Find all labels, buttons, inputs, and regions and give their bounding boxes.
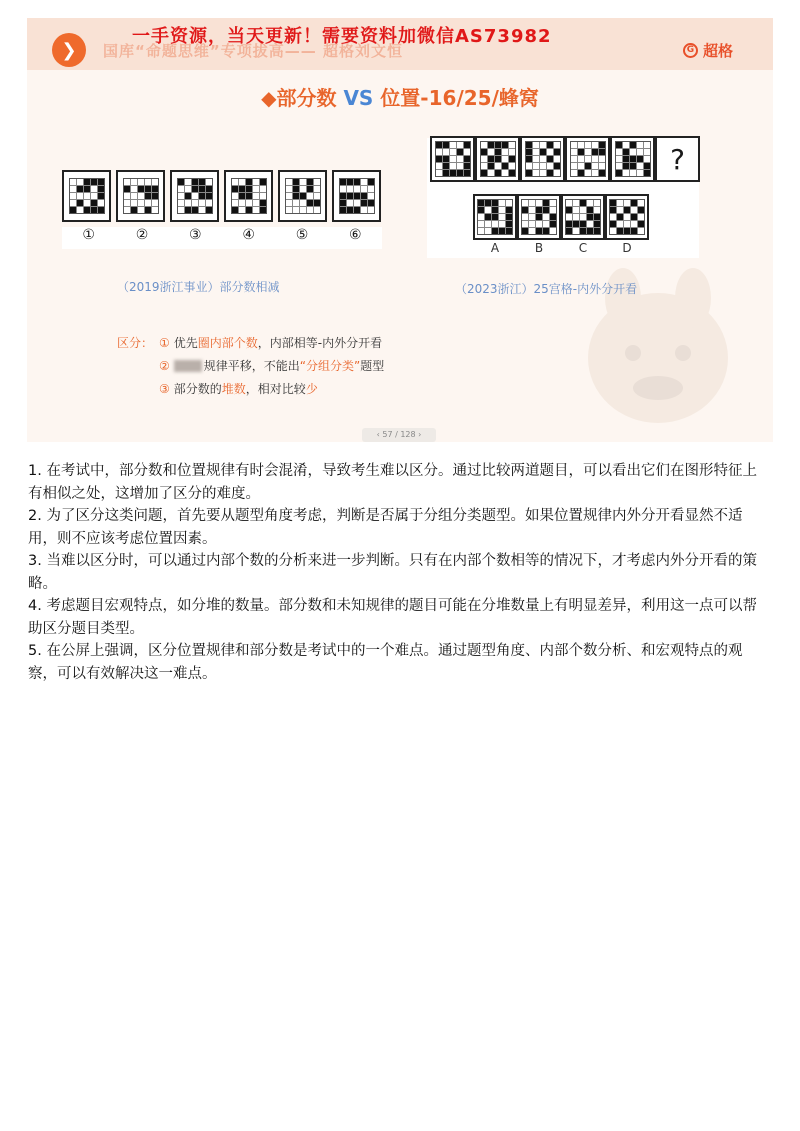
puzzle-grid bbox=[435, 141, 471, 177]
brand-name: 超格 bbox=[702, 42, 733, 60]
option-cell bbox=[517, 194, 561, 240]
option-cell bbox=[561, 194, 605, 240]
puzzle-grid bbox=[69, 178, 105, 214]
figure-label: ④ bbox=[242, 227, 255, 243]
note1-number: ① bbox=[159, 335, 170, 350]
option-label: C bbox=[578, 241, 588, 255]
left-figure-cell bbox=[332, 170, 381, 222]
figure-label: ① bbox=[82, 227, 95, 243]
distinction-notes bbox=[117, 331, 384, 400]
note1-text-a: 优先 bbox=[173, 336, 198, 350]
caption-right: （2023浙江）25宫格-内外分开看 bbox=[455, 282, 638, 296]
lecture-slide bbox=[27, 18, 773, 442]
slide-pager[interactable]: ‹ 57 / 128 › bbox=[362, 428, 436, 442]
brand-icon: G bbox=[683, 43, 698, 58]
left-figure-cell bbox=[170, 170, 219, 222]
note-line-1 bbox=[117, 331, 384, 354]
figure-label: ⑥ bbox=[349, 227, 362, 243]
option-cell bbox=[605, 194, 649, 240]
left-figure-cell bbox=[116, 170, 165, 222]
puzzle-grid bbox=[231, 178, 267, 214]
puzzle-grid bbox=[565, 199, 601, 235]
question-cell bbox=[520, 136, 565, 182]
notes-label: 区分： bbox=[117, 336, 154, 350]
option-label: A bbox=[490, 241, 500, 255]
option-cell bbox=[473, 194, 517, 240]
puzzle-grid bbox=[521, 199, 557, 235]
note3-highlight-2: 少 bbox=[305, 382, 318, 396]
question-cell bbox=[610, 136, 655, 182]
left-figure-cell bbox=[278, 170, 327, 222]
watermark-banner: 一手资源，当天更新！需要资料加微信AS73982 bbox=[132, 26, 552, 47]
left-figure-cell bbox=[224, 170, 273, 222]
slide-header bbox=[27, 18, 773, 70]
puzzle-grid bbox=[480, 141, 516, 177]
puzzle-grid bbox=[285, 178, 321, 214]
paragraph: 2. 为了区分这类问题，首先要从题型角度考虑，判断是否属于分组分类题型。如果位置规律内外分开看显然不适用，则不应该考虑位置因素。 bbox=[28, 508, 743, 547]
question-cell bbox=[475, 136, 520, 182]
title-right: 位置-16/25/蜂窝 bbox=[373, 86, 539, 110]
question-cell bbox=[565, 136, 610, 182]
note2-highlight: “分组分类” bbox=[299, 359, 361, 373]
question-cell bbox=[430, 136, 475, 182]
puzzle-grid bbox=[609, 199, 645, 235]
note2-number: ② bbox=[159, 358, 170, 373]
option-labels bbox=[473, 241, 649, 255]
note-line-2 bbox=[117, 354, 384, 377]
figure-label: ② bbox=[135, 227, 149, 243]
option-label: D bbox=[622, 241, 632, 255]
title-left: ◆部分数 bbox=[261, 86, 344, 110]
note2-text-a: 规律平移，不能出 bbox=[203, 359, 300, 373]
note3-text-a: 部分数的 bbox=[173, 382, 222, 396]
paragraph: 4. 考虑题目宏观特点，如分堆的数量。部分数和未知规律的题目可能在分堆数量上有明显差异，利用这一点可以帮助区分题目类型。 bbox=[28, 598, 757, 637]
left-figure-row bbox=[62, 170, 381, 222]
right-options-row bbox=[473, 194, 649, 240]
caption-left: （2019浙江事业）部分数相减 bbox=[117, 280, 280, 294]
redacted-text bbox=[174, 360, 202, 372]
note2-text-b: 题型 bbox=[360, 359, 385, 373]
puzzle-grid bbox=[123, 178, 159, 214]
right-question-row bbox=[430, 136, 700, 182]
puzzle-grid bbox=[177, 178, 213, 214]
puzzle-grid bbox=[525, 141, 561, 177]
question-mark-cell: ? bbox=[655, 136, 700, 182]
slide-title bbox=[27, 82, 773, 111]
puzzle-grid bbox=[477, 199, 513, 235]
note3-text-b: ，相对比较 bbox=[245, 382, 306, 396]
puzzle-grid bbox=[615, 141, 651, 177]
left-figure-cell bbox=[62, 170, 111, 222]
next-arrow-icon[interactable]: ❯ bbox=[52, 33, 86, 67]
title-vs: VS bbox=[343, 86, 374, 110]
puzzle-grid bbox=[570, 141, 606, 177]
left-figure-labels bbox=[62, 227, 382, 249]
puzzle-grid bbox=[339, 178, 375, 214]
article-body bbox=[28, 460, 768, 685]
note3-number: ③ bbox=[159, 381, 170, 396]
brand-logo bbox=[683, 40, 733, 61]
note3-highlight: 堆数 bbox=[221, 382, 246, 396]
note1-text-b: ，内部相等-内外分开看 bbox=[257, 336, 383, 350]
paragraph: 5. 在公屏上强调，区分位置规律和部分数是考试中的一个难点。通过题型角度、内部个数分析、和宏观特点的观察，可以有效解决这一难点。 bbox=[28, 643, 743, 682]
option-label: B bbox=[534, 241, 544, 255]
course-title: 国库“命题思维”专项拔高—— 超格刘文恒 bbox=[103, 42, 403, 60]
note1-highlight: 圈内部个数 bbox=[197, 336, 258, 350]
note-line-3 bbox=[117, 377, 384, 400]
figure-label: ③ bbox=[189, 227, 202, 243]
paragraph: 1. 在考试中，部分数和位置规律有时会混淆，导致考生难以区分。通过比较两道题目，可以看出它们在图形特征上有相似之处，这增加了区分的难度。 bbox=[28, 463, 757, 502]
figure-label: ⑤ bbox=[295, 227, 309, 243]
paragraph: 3. 当难以区分时，可以通过内部个数的分析来进一步判断。只有在内部个数相等的情况下，才考虑内外分开看的策略。 bbox=[28, 553, 757, 592]
